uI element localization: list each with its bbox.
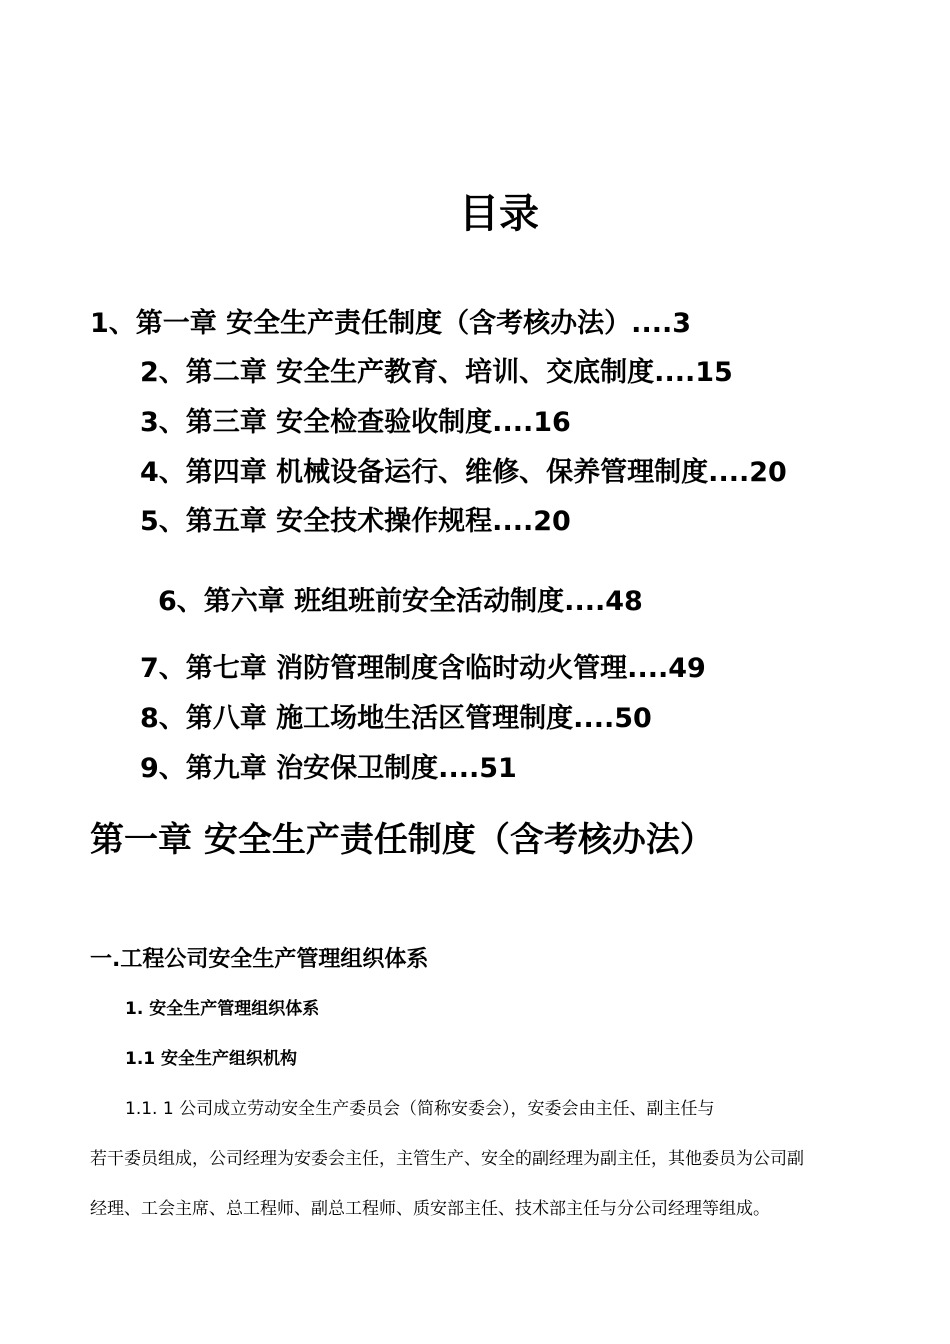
subheading-organization-structure: 1.1 安全生产组织机构 (125, 1049, 298, 1069)
chapter-heading: 第一章 安全生产责任制度（含考核办法） (90, 820, 714, 860)
toc-item-chapter-1[interactable]: 1、第一章 安全生产责任制度（含考核办法）....3 (90, 308, 691, 339)
toc-title: 目录 (459, 191, 539, 237)
toc-item-chapter-9[interactable]: 9、第九章 治安保卫制度....51 (140, 753, 517, 784)
toc-item-chapter-6[interactable]: 6、第六章 班组班前安全活动制度....48 (158, 586, 643, 617)
paragraph-line: 若干委员组成，公司经理为安委会主任，主管生产、安全的副经理为副主任，其他委员为公司副 (90, 1149, 804, 1169)
toc-item-chapter-7[interactable]: 7、第七章 消防管理制度含临时动火管理....49 (140, 653, 706, 684)
toc-item-chapter-2[interactable]: 2、第二章 安全生产教育、培训、交底制度....15 (140, 357, 733, 388)
toc-item-chapter-3[interactable]: 3、第三章 安全检查验收制度....16 (140, 407, 571, 438)
toc-item-chapter-4[interactable]: 4、第四章 机械设备运行、维修、保养管理制度....20 (140, 457, 787, 488)
toc-item-chapter-5[interactable]: 5、第五章 安全技术操作规程....20 (140, 506, 571, 537)
section-heading: 一.工程公司安全生产管理组织体系 (90, 947, 429, 972)
toc-item-chapter-8[interactable]: 8、第八章 施工场地生活区管理制度....50 (140, 703, 652, 734)
paragraph-line: 经理、工会主席、总工程师、副总工程师、质安部主任、技术部主任与分公司经理等组成。 (90, 1199, 770, 1219)
paragraph-line: 1.1. 1 公司成立劳动安全生产委员会（简称安委会），安委会由主任、副主任与 (125, 1099, 715, 1119)
subheading-organization-system: 1. 安全生产管理组织体系 (125, 999, 320, 1019)
